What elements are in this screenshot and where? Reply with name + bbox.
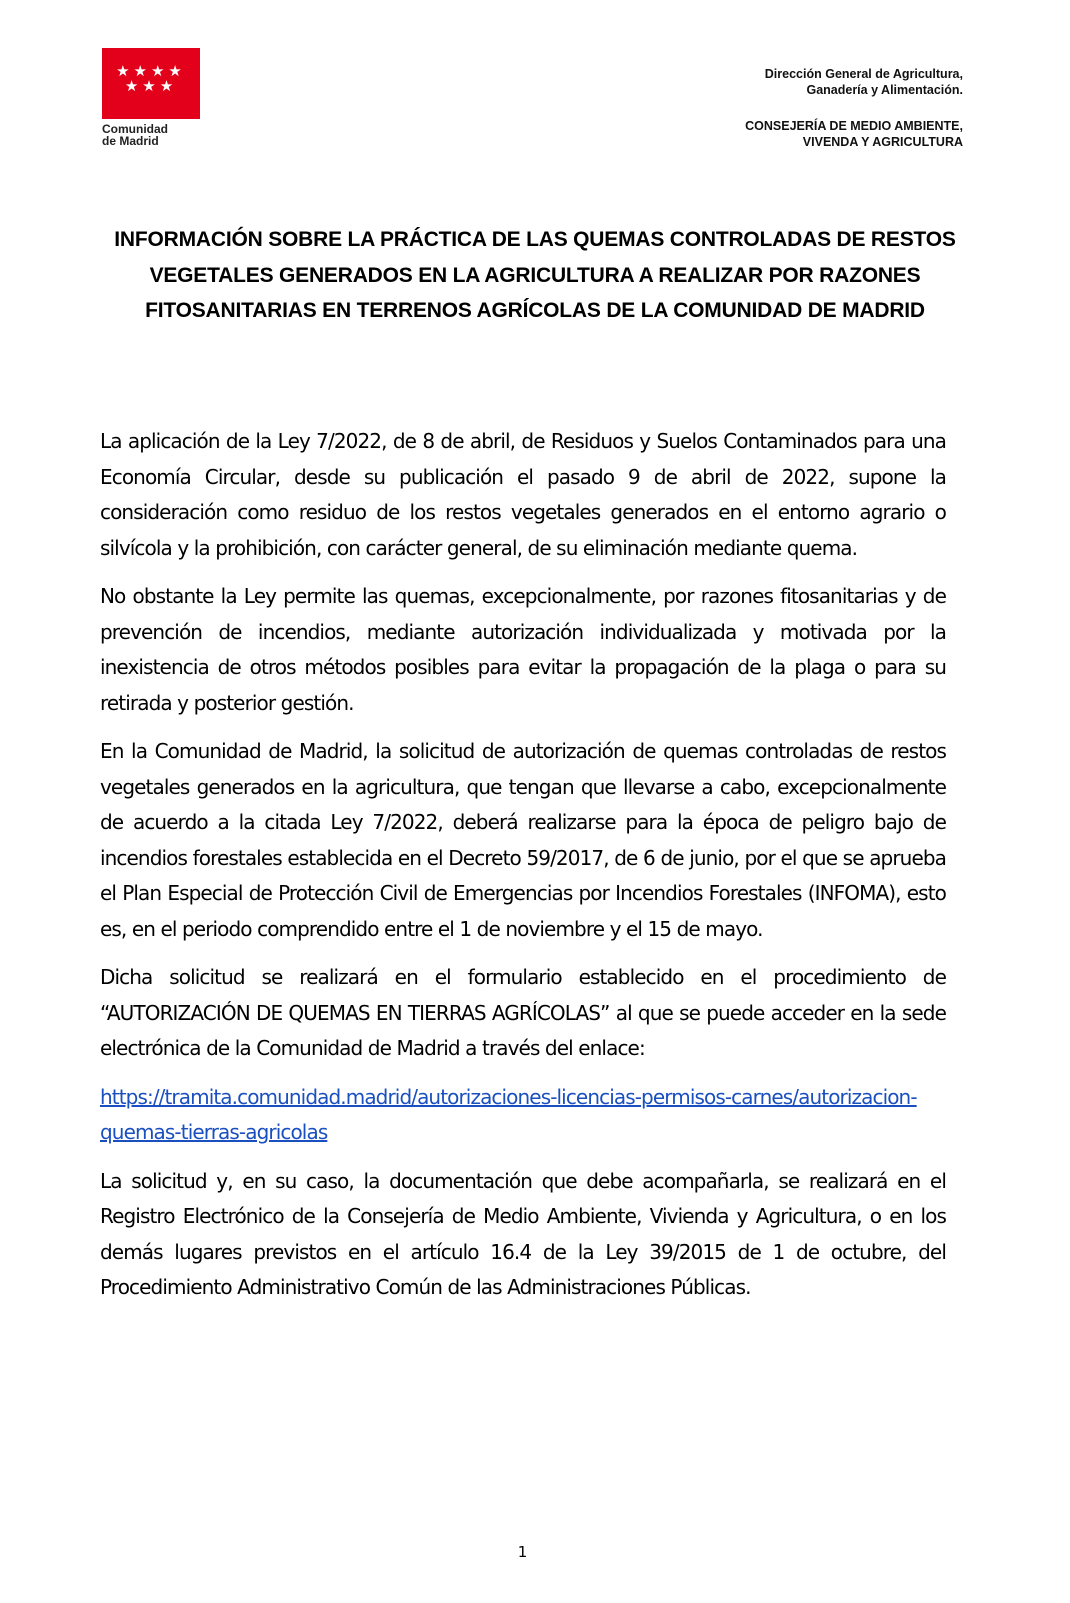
logo-text xyxy=(102,123,200,147)
stars-icon: ★★★★ ★★★ xyxy=(116,62,186,95)
directorate-line1: Dirección General de Agricultura, xyxy=(764,67,963,81)
logo-text-line2: de Madrid xyxy=(102,134,159,148)
paragraph-exceptions: No obstante la Ley permite las quemas, excepcionalmente, por razones fitosanitarias y de prevención de incendios, mediante autorización individualizada y motivada por la inexistencia de otros métodos posibles para evitar la propagación de la plaga o para su retirada y posterior gestión. xyxy=(100,584,946,715)
ministry-line1: CONSEJERÍA DE MEDIO AMBIENTE, xyxy=(745,119,963,133)
logo-text-line1: Comunidad xyxy=(102,122,168,136)
comunidad-madrid-logo xyxy=(102,48,200,147)
paragraph-form-procedure: Dicha solicitud se realizará en el formulario establecido en el procedimiento de “AUTORIZACIÓN DE QUEMAS EN TIERRAS AGRÍCOLAS” al que se puede acceder en la sede electrónica de la Comunidad de Madrid a través del enlace: xyxy=(100,965,946,1060)
tramita-link[interactable]: https://tramita.comunidad.madrid/autorizaciones-licencias-permisos-carnes/autorizacion-quemas-tierras-agricolas xyxy=(100,1084,917,1144)
paragraph-registry: La solicitud y, en su caso, la documentación que debe acompañarla, se realizará en el Registro Electrónico de la Consejería de Medio Ambiente, Vivienda y Agricultura, o en los demás lugares previstos en el artículo 16.4 de la Ley 39/2015 de 1 de octubre, del Procedimiento Administrativo Común de las Administraciones Públicas. xyxy=(100,1168,946,1299)
document-title: INFORMACIÓN SOBRE LA PRÁCTICA DE LAS QUEMAS CONTROLADAS DE RESTOS VEGETALES GENERADOS EN LA AGRICULTURA A REALIZAR POR RAZONES FITOSANITARIAS EN TERRENOS AGRÍCOLAS DE LA COMUNIDAD DE MADRID xyxy=(114,228,956,322)
paragraph-madrid-period: En la Comunidad de Madrid, la solicitud de autorización de quemas controladas de restos vegetales generados en la agricultura, que tengan que llevarse a cabo, excepcionalmente de acuerdo a la citada Ley 7/2022, deberá realizarse para la época de peligro bajo de incendios forestales establecida en el Decreto 59/2017, de 6 de junio, por el que se aprueba el Plan Especial de Protección Civil de Emergencias por Incendios Forestales (INFOMA), esto es, en el periodo comprendido entre el 1 de noviembre y el 15 de mayo. xyxy=(100,739,946,941)
directorate-header xyxy=(765,66,963,98)
logo-red-box xyxy=(102,48,200,119)
link-paragraph xyxy=(100,1080,946,1151)
ministry-line2: VIVENDA Y AGRICULTURA xyxy=(802,135,963,149)
directorate-line2: Ganadería y Alimentación. xyxy=(806,83,963,97)
paragraph-law-application: La aplicación de la Ley 7/2022, de 8 de abril, de Residuos y Suelos Contaminados para una Economía Circular, desde su publicación el pasado 9 de abril de 2022, supone la consideración como residuo de los restos vegetales generados en el entorno agrario o silvícola y la prohibición, con carácter general, de su eliminación mediante quema. xyxy=(100,429,946,560)
document-body xyxy=(100,424,946,1319)
ministry-header xyxy=(745,118,963,150)
page-number: 1 xyxy=(517,1543,528,1561)
